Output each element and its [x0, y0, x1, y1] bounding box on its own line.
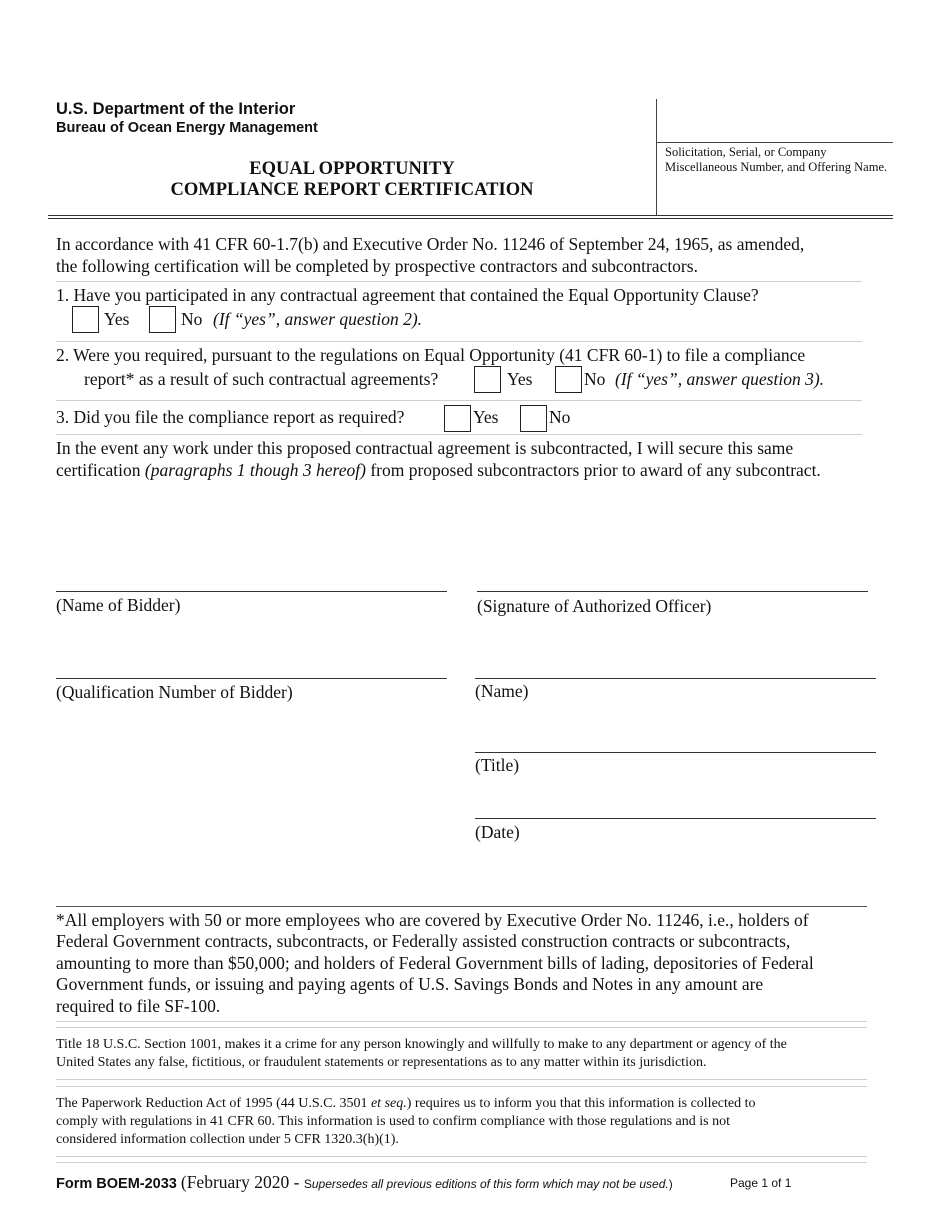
legal-line2: United States any false, fictitious, or fraudulent statements or representations as to any matter within its jurisdiction. — [56, 1055, 707, 1070]
supersedes-initial: S — [303, 1177, 312, 1191]
divider — [56, 281, 862, 282]
subcontract-line2-italic: (paragraphs 1 though 3 hereof) — [144, 460, 366, 480]
divider — [56, 1079, 867, 1080]
q3-yes-checkbox[interactable] — [444, 405, 471, 432]
footnote-line4: Government funds, or issuing and paying agents of U.S. Savings Bonds and Notes in any amount are — [56, 974, 764, 994]
paperwork-line1-start: The Paperwork Reduction Act of 1995 (44 U.S.C. 3501 — [56, 1096, 371, 1111]
qualification-number-label: (Qualification Number of Bidder) — [56, 682, 293, 702]
bureau-name: Bureau of Ocean Energy Management — [56, 120, 318, 136]
question-3-text: 3. Did you file the compliance report as required? — [56, 407, 405, 427]
form-title-line2: COMPLIANCE REPORT CERTIFICATION — [170, 180, 534, 200]
solicitation-label — [665, 145, 887, 175]
subcontract-line2-end: from proposed subcontractors prior to award of any subcontract. — [365, 460, 821, 480]
paperwork-line3: considered information collection under 5 CFR 1320.3(h)(1). — [56, 1132, 399, 1147]
footnote-line3: amounting to more than $50,000; and holders of Federal Government bills of lading, depositories of Federal — [56, 953, 814, 973]
intro-line2: the following certification will be completed by prospective contractors and subcontractors. — [56, 256, 698, 276]
form-title-line1: EQUAL OPPORTUNITY — [249, 159, 455, 179]
header-rule-top — [48, 215, 893, 216]
form-footer — [56, 1172, 673, 1193]
intro-line1: In accordance with 41 CFR 60-1.7(b) and Executive Order No. 11246 of September 24, 1965, as amended, — [56, 234, 805, 254]
signature-label: (Signature of Authorized Officer) — [477, 596, 712, 616]
q1-yes-checkbox[interactable] — [72, 306, 99, 333]
divider — [56, 341, 862, 342]
divider — [56, 1027, 867, 1028]
q1-no-label: No — [181, 309, 203, 329]
divider — [56, 434, 862, 435]
legal-line1: Title 18 U.S.C. Section 1001, makes it a crime for any person knowingly and willfully to make to any department or agency of the — [56, 1037, 787, 1052]
paperwork-line1-italic: et seq. — [370, 1096, 407, 1111]
page-number: Page 1 of 1 — [730, 1176, 792, 1190]
header-rule-bottom — [48, 218, 893, 219]
q1-no-checkbox[interactable] — [149, 306, 176, 333]
q2-no-label: No — [584, 369, 606, 389]
q3-no-label: No — [549, 407, 571, 427]
solicitation-label-line1: Solicitation, Serial, or Company — [665, 145, 827, 159]
date-label: (Date) — [475, 822, 520, 842]
footnote-line5: required to file SF-100. — [56, 996, 221, 1016]
date-line[interactable] — [475, 818, 876, 819]
divider — [56, 1021, 867, 1022]
signature-line[interactable] — [477, 591, 868, 592]
subcontract-line2 — [56, 459, 821, 481]
footnote-rule — [56, 906, 867, 907]
qualification-number-line[interactable] — [56, 678, 447, 679]
department-name: U.S. Department of the Interior — [56, 100, 296, 118]
form-number: Form BOEM-2033 — [56, 1176, 177, 1192]
footnote-line2: Federal Government contracts, subcontracts, or Federally assisted construction contracts or subcontracts, — [56, 931, 791, 951]
officer-title-line[interactable] — [475, 752, 876, 753]
question-2-line2: report* as a result of such contractual agreements? — [84, 369, 439, 389]
q3-no-checkbox[interactable] — [520, 405, 547, 432]
name-of-bidder-label: (Name of Bidder) — [56, 595, 181, 615]
q2-no-checkbox[interactable] — [555, 366, 582, 393]
divider — [56, 400, 862, 401]
q1-note: (If “yes”, answer question 2). — [213, 309, 423, 329]
form-edition-date: (February 2020 - — [180, 1172, 304, 1192]
q1-yes-label: Yes — [104, 309, 130, 329]
q3-yes-label: Yes — [473, 407, 499, 427]
solicitation-field-line — [657, 142, 893, 143]
question-2-line1: 2. Were you required, pursuant to the regulations on Equal Opportunity (41 CFR 60-1) to file a compliance — [56, 345, 806, 365]
divider — [56, 1086, 867, 1087]
paperwork-line1-end: ) requires us to inform you that this information is collected to — [406, 1096, 756, 1111]
q2-yes-label: Yes — [507, 369, 533, 389]
solicitation-input-area[interactable] — [660, 100, 890, 140]
divider — [56, 1162, 867, 1163]
officer-name-line[interactable] — [475, 678, 876, 679]
paperwork-line2: comply with regulations in 41 CFR 60. This information is used to confirm compliance with those regulations and is not — [56, 1114, 730, 1129]
officer-title-label: (Title) — [475, 755, 520, 775]
question-1-text: 1. Have you participated in any contractual agreement that contained the Equal Opportunity Clause? — [56, 285, 759, 305]
header-vertical-divider — [656, 99, 657, 216]
name-of-bidder-line[interactable] — [56, 591, 447, 592]
footnote-line1: *All employers with 50 or more employees who are covered by Executive Order No. 11246, i.e., holders of — [56, 910, 809, 930]
supersedes-close: ) — [668, 1177, 673, 1191]
solicitation-label-line2: Miscellaneous Number, and Offering Name. — [665, 160, 888, 174]
q2-yes-checkbox[interactable] — [474, 366, 501, 393]
officer-name-label: (Name) — [475, 681, 529, 701]
subcontract-line1: In the event any work under this proposed contractual agreement is subcontracted, I will secure this same — [56, 438, 794, 458]
subcontract-line2-start: certification — [56, 460, 145, 480]
q2-note: (If “yes”, answer question 3). — [615, 369, 825, 389]
supersedes-note: upersedes all previous editions of this form which may not be used. — [311, 1177, 669, 1191]
divider — [56, 1156, 867, 1157]
paperwork-line1 — [56, 1095, 756, 1113]
